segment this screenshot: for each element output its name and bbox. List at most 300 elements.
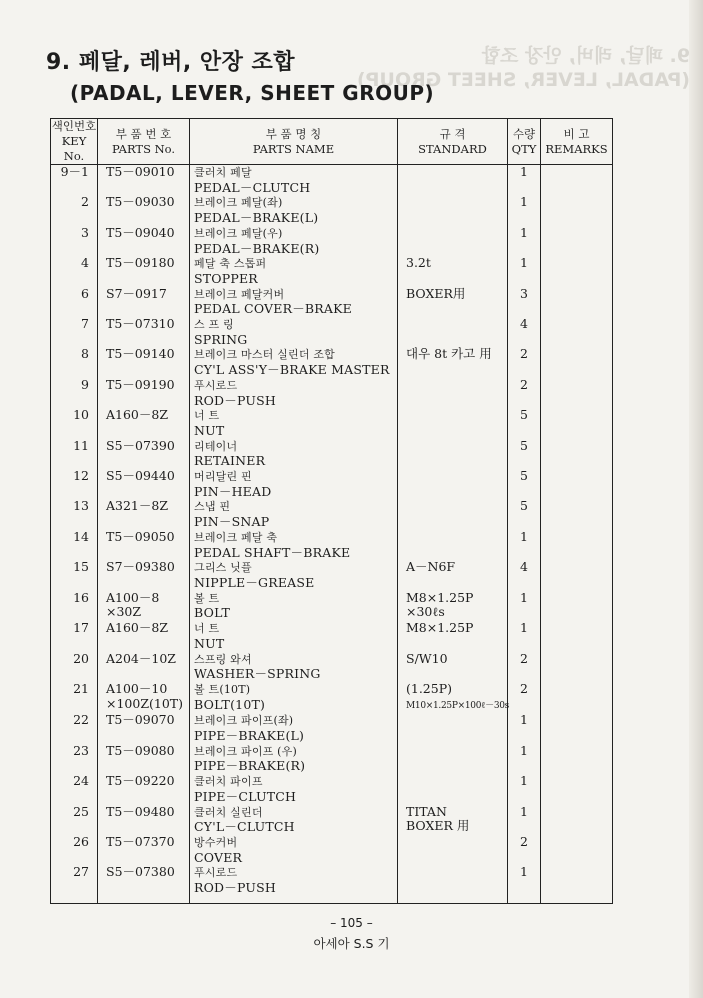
cell-key xyxy=(51,774,98,804)
part-name-kr: 스냅 핀 xyxy=(194,500,231,514)
header-parts-name xyxy=(190,119,398,165)
cell-key xyxy=(51,226,98,256)
qty-value: 2 xyxy=(520,376,528,392)
key-number: 9－1 xyxy=(60,164,89,179)
part-name-kr: 푸시로드 xyxy=(194,866,238,880)
part-name-kr: 너 트 xyxy=(194,409,220,423)
part-number: T5－09010 xyxy=(106,164,175,179)
cell-part-number xyxy=(98,591,190,621)
cell-key xyxy=(51,682,98,713)
cell-qty xyxy=(508,835,541,865)
key-number: 14 xyxy=(73,528,89,544)
cell-qty xyxy=(508,469,541,499)
key-number: 8 xyxy=(81,346,89,362)
qty-value: 1 xyxy=(520,589,528,605)
cell-part-number xyxy=(98,621,190,651)
cell-standard xyxy=(398,530,508,560)
part-number: A100－10 xyxy=(106,680,168,696)
key-number: 22 xyxy=(73,712,89,728)
cell-part-name xyxy=(190,682,398,713)
cell-part-number xyxy=(98,195,190,225)
cell-remarks xyxy=(541,621,613,651)
qty-value: 1 xyxy=(520,803,528,819)
cell-part-number xyxy=(98,530,190,560)
qty-value: 5 xyxy=(520,468,528,484)
header-standard xyxy=(398,119,508,165)
standard-value-2: ×30ℓs xyxy=(406,604,445,620)
cell-standard xyxy=(398,713,508,743)
qty-value: 1 xyxy=(520,528,528,544)
cell-key xyxy=(51,591,98,621)
cell-key xyxy=(51,317,98,347)
part-name-en: NUT xyxy=(194,422,225,438)
table-row xyxy=(51,621,613,651)
cell-key xyxy=(51,865,98,904)
cell-standard xyxy=(398,652,508,682)
cell-remarks xyxy=(541,560,613,590)
key-number: 13 xyxy=(73,498,89,514)
qty-value: 5 xyxy=(520,498,528,514)
cell-remarks xyxy=(541,652,613,682)
part-name-kr: 너 트 xyxy=(194,622,220,636)
cell-remarks xyxy=(541,591,613,621)
table-row xyxy=(51,591,613,621)
header-std-en: STANDARD xyxy=(418,141,487,156)
part-number: T5－09480 xyxy=(106,803,175,819)
cell-qty xyxy=(508,744,541,774)
part-name-kr: 클러치 파이프 xyxy=(194,775,263,789)
cell-standard xyxy=(398,226,508,256)
key-number: 6 xyxy=(81,285,89,301)
cell-part-number xyxy=(98,226,190,256)
cell-part-number xyxy=(98,469,190,499)
standard-value: S/W10 xyxy=(406,650,448,666)
cell-part-number xyxy=(98,347,190,377)
table-header xyxy=(51,119,613,165)
cell-part-name xyxy=(190,713,398,743)
part-name-kr: 볼 트(10T) xyxy=(194,682,251,696)
cell-key xyxy=(51,195,98,225)
part-name-kr: 그리스 닛플 xyxy=(194,561,252,575)
part-name-kr: 브레이크 파이프 (우) xyxy=(194,744,297,758)
cell-part-number xyxy=(98,652,190,682)
cell-key xyxy=(51,469,98,499)
table-row xyxy=(51,439,613,469)
key-number: 3 xyxy=(81,224,89,240)
part-name-en: PIPE－BRAKE(R) xyxy=(194,758,306,774)
cell-part-name xyxy=(190,744,398,774)
part-number: S7－0917 xyxy=(106,285,167,301)
key-number: 27 xyxy=(73,864,89,880)
part-name-en: NUT xyxy=(194,635,225,651)
cell-qty xyxy=(508,287,541,317)
qty-value: 2 xyxy=(520,650,528,666)
cell-standard xyxy=(398,469,508,499)
part-name-kr: 브레이크 페달(좌) xyxy=(194,196,283,210)
standard-value-2: M10×1.25P×100ℓ－30s xyxy=(406,700,510,711)
cell-standard xyxy=(398,865,508,904)
cell-qty xyxy=(508,347,541,377)
part-number: T5－09050 xyxy=(106,528,175,544)
part-name-kr: 브레이크 페달커버 xyxy=(194,287,285,301)
cell-part-name xyxy=(190,408,398,438)
part-name-en: RETAINER xyxy=(194,453,266,469)
key-number: 17 xyxy=(73,620,89,636)
qty-value: 1 xyxy=(520,864,528,880)
cell-part-number xyxy=(98,499,190,529)
cell-part-number xyxy=(98,408,190,438)
cell-part-name xyxy=(190,530,398,560)
cell-part-number xyxy=(98,378,190,408)
cell-part-number xyxy=(98,439,190,469)
cell-part-number xyxy=(98,682,190,713)
cell-remarks xyxy=(541,408,613,438)
cell-remarks xyxy=(541,835,613,865)
table-row xyxy=(51,317,613,347)
part-name-kr: 스 프 링 xyxy=(194,318,234,332)
key-number: 24 xyxy=(73,773,89,789)
cell-standard xyxy=(398,621,508,651)
cell-part-name xyxy=(190,347,398,377)
cell-standard xyxy=(398,317,508,347)
cell-remarks xyxy=(541,499,613,529)
key-number: 23 xyxy=(73,742,89,758)
cell-part-name xyxy=(190,865,398,904)
cell-standard xyxy=(398,774,508,804)
table-row xyxy=(51,560,613,590)
header-remarks xyxy=(541,119,613,165)
key-number: 20 xyxy=(73,650,89,666)
part-name-kr: 페달 축 스톱퍼 xyxy=(194,257,267,271)
qty-value: 2 xyxy=(520,680,528,696)
part-name-en: PIPE－BRAKE(L) xyxy=(194,728,305,744)
cell-part-name xyxy=(190,226,398,256)
cell-qty xyxy=(508,865,541,904)
cell-remarks xyxy=(541,317,613,347)
cell-part-name xyxy=(190,439,398,469)
qty-value: 1 xyxy=(520,255,528,271)
header-rem-en: REMARKS xyxy=(545,141,608,156)
cell-part-number xyxy=(98,560,190,590)
header-qty xyxy=(508,119,541,165)
standard-value-2: BOXER 用 xyxy=(406,818,470,834)
cell-key xyxy=(51,378,98,408)
cell-key xyxy=(51,560,98,590)
standard-value: A－N6F xyxy=(406,559,456,575)
qty-value: 1 xyxy=(520,712,528,728)
part-number: T5－09030 xyxy=(106,194,175,210)
cell-qty xyxy=(508,682,541,713)
qty-value: 4 xyxy=(520,559,528,575)
cell-qty xyxy=(508,621,541,651)
cell-qty xyxy=(508,713,541,743)
key-number: 25 xyxy=(73,803,89,819)
standard-value: M8×1.25P xyxy=(406,589,474,605)
table-row xyxy=(51,287,613,317)
cell-key xyxy=(51,408,98,438)
qty-value: 3 xyxy=(520,285,528,301)
table-row xyxy=(51,682,613,713)
cell-part-name xyxy=(190,591,398,621)
part-name-en: WASHER－SPRING xyxy=(194,666,321,682)
cell-qty xyxy=(508,805,541,835)
header-parts-kr: 부 품 번 호 xyxy=(115,126,172,141)
part-name-en: ROD－PUSH xyxy=(194,880,276,896)
cell-standard xyxy=(398,287,508,317)
publisher-name: 아세아 S.S 기 xyxy=(313,936,390,951)
cell-standard xyxy=(398,195,508,225)
header-qty-kr: 수량 xyxy=(512,126,536,141)
cell-part-number xyxy=(98,287,190,317)
cell-remarks xyxy=(541,744,613,774)
cell-remarks xyxy=(541,378,613,408)
header-key xyxy=(51,119,98,165)
bleed-through-title-kr: 9. 페달, 레버, 안장 조합 xyxy=(481,45,690,67)
cell-qty xyxy=(508,165,541,196)
cell-remarks xyxy=(541,439,613,469)
title-english: (PADAL, LEVER, SHEET GROUP) xyxy=(70,81,435,105)
cell-standard xyxy=(398,165,508,196)
qty-value: 1 xyxy=(520,742,528,758)
part-name-en: PIN－SNAP xyxy=(194,514,270,530)
part-number: A160－8Z xyxy=(106,407,169,423)
cell-remarks xyxy=(541,774,613,804)
cell-standard xyxy=(398,439,508,469)
part-name-en: PEDAL－CLUTCH xyxy=(194,179,311,195)
key-number: 11 xyxy=(73,437,89,453)
cell-key xyxy=(51,347,98,377)
qty-value: 1 xyxy=(520,164,528,179)
header-parts-no xyxy=(98,119,190,165)
cell-key xyxy=(51,439,98,469)
part-name-kr: 푸시로드 xyxy=(194,378,238,392)
header-key-en: KEY No. xyxy=(61,134,87,163)
qty-value: 5 xyxy=(520,407,528,423)
page-number: – 105 – xyxy=(330,916,373,930)
cell-part-name xyxy=(190,621,398,651)
bleed-through-title xyxy=(356,44,690,92)
part-name-en: PIPE－CLUTCH xyxy=(194,788,297,804)
part-number: S7－09380 xyxy=(106,559,175,575)
header-qty-en: QTY xyxy=(511,141,537,156)
part-number: T5－09190 xyxy=(106,376,175,392)
cell-qty xyxy=(508,774,541,804)
cell-standard xyxy=(398,805,508,835)
cell-remarks xyxy=(541,805,613,835)
cell-remarks xyxy=(541,469,613,499)
cell-standard xyxy=(398,256,508,286)
key-number: 26 xyxy=(73,833,89,849)
cell-remarks xyxy=(541,287,613,317)
part-name-en: CY'L ASS'Y－BRAKE MASTER xyxy=(194,362,390,378)
cell-part-name xyxy=(190,805,398,835)
cell-key xyxy=(51,621,98,651)
key-number: 15 xyxy=(73,559,89,575)
part-name-kr: 스프링 와셔 xyxy=(194,652,252,666)
part-number: T5－09040 xyxy=(106,224,175,240)
cell-key xyxy=(51,256,98,286)
part-name-en: STOPPER xyxy=(194,270,258,286)
cell-standard xyxy=(398,378,508,408)
standard-value: (1.25P) xyxy=(406,680,452,696)
qty-value: 5 xyxy=(520,437,528,453)
cell-key xyxy=(51,499,98,529)
part-number: T5－09180 xyxy=(106,255,175,271)
key-number: 4 xyxy=(81,255,89,271)
part-name-kr: 브레이크 페달 축 xyxy=(194,530,278,544)
scan-edge-shadow xyxy=(689,0,703,998)
header-key-kr: 색인번호 xyxy=(51,119,97,133)
cell-part-name xyxy=(190,195,398,225)
cell-qty xyxy=(508,652,541,682)
part-name-en: ROD－PUSH xyxy=(194,392,276,408)
qty-value: 1 xyxy=(520,620,528,636)
cell-standard xyxy=(398,347,508,377)
part-name-en: CY'L－CLUTCH xyxy=(194,819,295,835)
part-number-suffix: ×30Z xyxy=(106,604,142,620)
part-number: T5－09140 xyxy=(106,346,175,362)
table-row xyxy=(51,256,613,286)
cell-part-number xyxy=(98,835,190,865)
cell-standard xyxy=(398,744,508,774)
cell-standard xyxy=(398,682,508,713)
part-name-kr: 방수커버 xyxy=(194,835,238,849)
header-parts-en: PARTS No. xyxy=(111,141,176,156)
part-name-kr: 브레이크 마스터 실린더 조합 xyxy=(194,348,336,362)
table-row xyxy=(51,165,613,196)
header-name-kr: 부 품 명 칭 xyxy=(265,126,322,141)
cell-standard xyxy=(398,408,508,438)
cell-qty xyxy=(508,530,541,560)
qty-value: 1 xyxy=(520,224,528,240)
part-number: T5－09080 xyxy=(106,742,175,758)
cell-part-name xyxy=(190,256,398,286)
part-name-kr: 브레이크 파이프(좌) xyxy=(194,714,294,728)
cell-key xyxy=(51,835,98,865)
title-korean: 9. 페달, 레버, 안장 조합 xyxy=(46,50,296,75)
cell-part-name xyxy=(190,469,398,499)
cell-remarks xyxy=(541,682,613,713)
cell-qty xyxy=(508,408,541,438)
part-name-kr: 클러치 실린더 xyxy=(194,805,263,819)
key-number: 7 xyxy=(81,316,89,332)
part-number: A321－8Z xyxy=(106,498,169,514)
table-row xyxy=(51,469,613,499)
part-name-en: SPRING xyxy=(194,331,248,347)
cell-part-name xyxy=(190,378,398,408)
table-row xyxy=(51,774,613,804)
cell-remarks xyxy=(541,195,613,225)
qty-value: 2 xyxy=(520,346,528,362)
table-row xyxy=(51,835,613,865)
part-name-en: BOLT xyxy=(194,605,231,621)
cell-remarks xyxy=(541,530,613,560)
part-name-kr: 리테이너 xyxy=(194,439,238,453)
standard-value: 3.2t xyxy=(406,255,431,271)
cell-part-name xyxy=(190,499,398,529)
cell-qty xyxy=(508,195,541,225)
page-title xyxy=(46,48,434,108)
part-number: A100－8 xyxy=(106,589,160,605)
part-number: S5－07380 xyxy=(106,864,175,880)
cell-key xyxy=(51,287,98,317)
parts-table xyxy=(50,118,613,904)
cell-part-number xyxy=(98,774,190,804)
cell-key xyxy=(51,530,98,560)
cell-qty xyxy=(508,378,541,408)
key-number: 9 xyxy=(81,376,89,392)
table-row xyxy=(51,805,613,835)
table-row xyxy=(51,347,613,377)
part-name-en: PEDAL COVER－BRAKE xyxy=(194,301,353,317)
cell-standard xyxy=(398,499,508,529)
key-number: 10 xyxy=(73,407,89,423)
cell-standard xyxy=(398,560,508,590)
part-name-kr: 클러치 페달 xyxy=(194,166,252,179)
cell-qty xyxy=(508,226,541,256)
part-name-en: NIPPLE－GREASE xyxy=(194,574,315,590)
part-name-en: COVER xyxy=(194,849,243,865)
cell-key xyxy=(51,805,98,835)
cell-qty xyxy=(508,317,541,347)
cell-key xyxy=(51,652,98,682)
cell-remarks xyxy=(541,713,613,743)
part-number: T5－09220 xyxy=(106,773,175,789)
cell-part-number xyxy=(98,165,190,196)
cell-part-number xyxy=(98,317,190,347)
qty-value: 1 xyxy=(520,194,528,210)
cell-key xyxy=(51,744,98,774)
table-row xyxy=(51,744,613,774)
cell-qty xyxy=(508,439,541,469)
part-name-kr: 볼 트 xyxy=(194,591,220,605)
key-number: 2 xyxy=(81,194,89,210)
cell-remarks xyxy=(541,865,613,904)
part-name-en: PEDAL SHAFT－BRAKE xyxy=(194,544,351,560)
standard-value: TITAN xyxy=(406,803,447,819)
part-number: A204－10Z xyxy=(106,650,176,666)
cell-qty xyxy=(508,560,541,590)
table-row xyxy=(51,530,613,560)
table-row xyxy=(51,378,613,408)
part-name-en: PIN－HEAD xyxy=(194,483,272,499)
cell-qty xyxy=(508,256,541,286)
standard-value: 대우 8t 카고 用 xyxy=(406,346,492,362)
part-number: T5－07310 xyxy=(106,316,175,332)
part-name-en: BOLT(10T) xyxy=(194,696,266,712)
table-row xyxy=(51,195,613,225)
cell-qty xyxy=(508,499,541,529)
cell-part-name xyxy=(190,774,398,804)
table-row xyxy=(51,865,613,904)
cell-part-name xyxy=(190,287,398,317)
cell-remarks xyxy=(541,256,613,286)
cell-qty xyxy=(508,591,541,621)
standard-value: BOXER用 xyxy=(406,285,466,301)
table-row xyxy=(51,226,613,256)
qty-value: 2 xyxy=(520,833,528,849)
standard-value: M8×1.25P xyxy=(406,620,474,636)
cell-standard xyxy=(398,835,508,865)
part-number: A160－8Z xyxy=(106,620,169,636)
header-name-en: PARTS NAME xyxy=(252,141,335,156)
part-name-en: PEDAL－BRAKE(L) xyxy=(194,210,319,226)
key-number: 16 xyxy=(73,589,89,605)
key-number: 21 xyxy=(73,680,89,696)
cell-part-number xyxy=(98,744,190,774)
cell-key xyxy=(51,713,98,743)
part-name-kr: 머리달린 핀 xyxy=(194,470,252,484)
